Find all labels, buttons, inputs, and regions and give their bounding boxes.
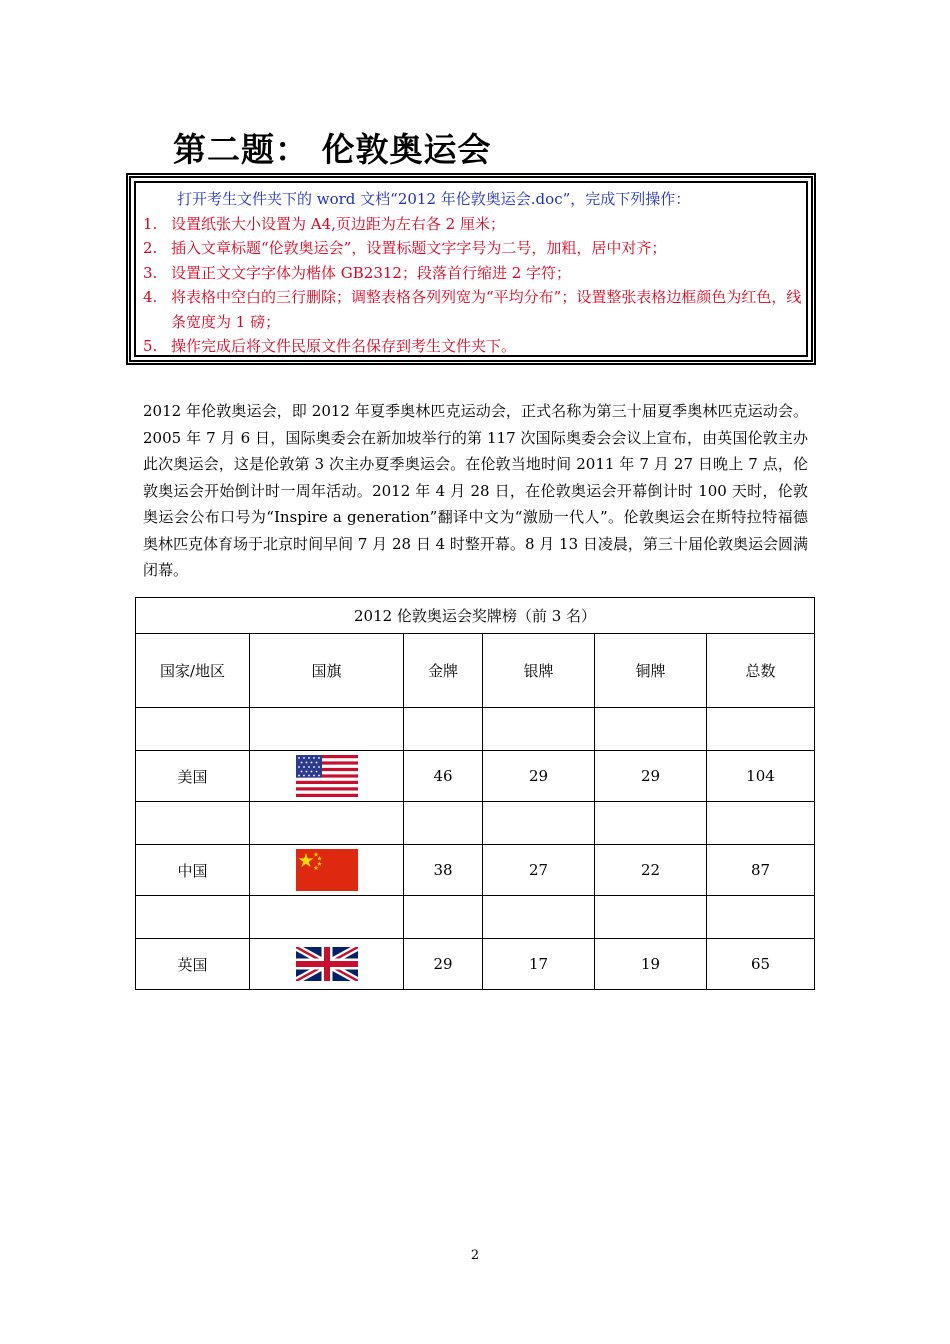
task-item (143, 285, 813, 334)
empty-table-row (136, 708, 815, 751)
task-item (143, 261, 813, 286)
body-paragraph: 2012 年伦敦奥运会，即 2012 年夏季奥林匹克运动会，正式名称为第三十届夏季奥林匹克运动会。2005 年 7 月 6 日，国际奥委会在新加坡举行的第 117 次国际奥委会会议上宣布，由英国伦敦主办此次奥运会，这是伦敦第 3 次主办夏季奥运会。在伦敦当地时间 2011 年 7 月 27 日晚上 7 点，伦敦奥运会开始倒计时一周年活动。2012 年 4 月 28 日，在伦敦奥运会开幕倒计时 100 天时，伦敦奥运会公布口号为“Inspire a generation”翻译中文为“激励一代人”。伦敦奥运会在斯特拉特福德奥林匹克体育场于北京时间早间 7 月 28 日 4 时整开幕。8 月 13 日凌晨，第三十届伦敦奥运会圆满闭幕。 (143, 402, 808, 579)
empty-cell (404, 802, 483, 845)
table-row (136, 939, 815, 990)
task-item-number: 1. (143, 214, 158, 233)
empty-cell (250, 896, 404, 939)
total-cell: 87 (707, 845, 815, 896)
table-header-row (136, 634, 815, 708)
country-cell: 中国 (136, 845, 250, 896)
empty-cell (250, 802, 404, 845)
uk-flag-icon (296, 947, 358, 981)
task-item (143, 236, 813, 261)
task-item-number: 3. (143, 263, 158, 282)
silver-cell: 29 (483, 751, 595, 802)
empty-cell (136, 896, 250, 939)
empty-cell (136, 802, 250, 845)
empty-cell (483, 896, 595, 939)
country-cell: 美国 (136, 751, 250, 802)
gold-cell: 46 (404, 751, 483, 802)
medal-table (135, 597, 815, 990)
table-caption: 2012 伦敦奥运会奖牌榜（前 3 名） (136, 598, 815, 634)
china-flag-icon (296, 849, 358, 891)
task-item (143, 334, 813, 359)
task-item-text: 插入文章标题“伦敦奥运会”，设置标题文字字号为二号，加粗，居中对齐； (171, 239, 667, 257)
task-item-text: 设置正文文字字体为楷体 GB2312；段落首行缩进 2 字符； (171, 263, 572, 282)
task-item-number: 4. (143, 288, 158, 306)
task-instructions (143, 187, 813, 359)
page-number: 2 (470, 1248, 480, 1263)
table-caption-row (136, 598, 815, 634)
flag-cell (250, 751, 404, 802)
us-flag-icon (296, 755, 358, 797)
table-row (136, 751, 815, 802)
header-total: 总数 (707, 634, 815, 708)
empty-cell (136, 708, 250, 751)
header-silver: 银牌 (483, 634, 595, 708)
bronze-cell: 22 (595, 845, 707, 896)
gold-cell: 38 (404, 845, 483, 896)
silver-cell: 17 (483, 939, 595, 990)
task-item (143, 212, 813, 237)
empty-cell (595, 708, 707, 751)
task-item-number: 2. (143, 239, 158, 257)
bronze-cell: 19 (595, 939, 707, 990)
task-item-text: 将表格中空白的三行删除；调整表格各列列宽为“平均分布”；设置整张表格边框颜色为红色，线条宽度为 1 磅； (171, 288, 802, 331)
table-row (136, 845, 815, 896)
header-flag: 国旗 (250, 634, 404, 708)
task-item-text: 操作完成后将文件民原文件名保存到考生文件夹下。 (171, 337, 517, 355)
total-cell: 65 (707, 939, 815, 990)
empty-cell (595, 896, 707, 939)
empty-cell (707, 708, 815, 751)
task-item-number: 5. (143, 337, 158, 355)
empty-table-row (136, 802, 815, 845)
empty-cell (483, 802, 595, 845)
header-country: 国家/地区 (136, 634, 250, 708)
silver-cell: 27 (483, 845, 595, 896)
empty-cell (707, 896, 815, 939)
flag-cell (250, 845, 404, 896)
bronze-cell: 29 (595, 751, 707, 802)
empty-cell (595, 802, 707, 845)
total-cell: 104 (707, 751, 815, 802)
gold-cell: 29 (404, 939, 483, 990)
empty-cell (404, 708, 483, 751)
empty-table-row (136, 896, 815, 939)
empty-cell (404, 896, 483, 939)
empty-cell (250, 708, 404, 751)
flag-cell (250, 939, 404, 990)
empty-cell (707, 802, 815, 845)
header-bronze: 铜牌 (595, 634, 707, 708)
empty-cell (483, 708, 595, 751)
task-intro: 打开考生文件夹下的 word 文档“2012 年伦敦奥运会.doc”，完成下列操作： (177, 190, 691, 208)
country-cell: 英国 (136, 939, 250, 990)
header-gold: 金牌 (404, 634, 483, 708)
page-title: 第二题： 伦敦奥运会 (173, 130, 492, 169)
task-item-text: 设置纸张大小设置为 A4,页边距为左右各 2 厘米； (171, 214, 505, 233)
